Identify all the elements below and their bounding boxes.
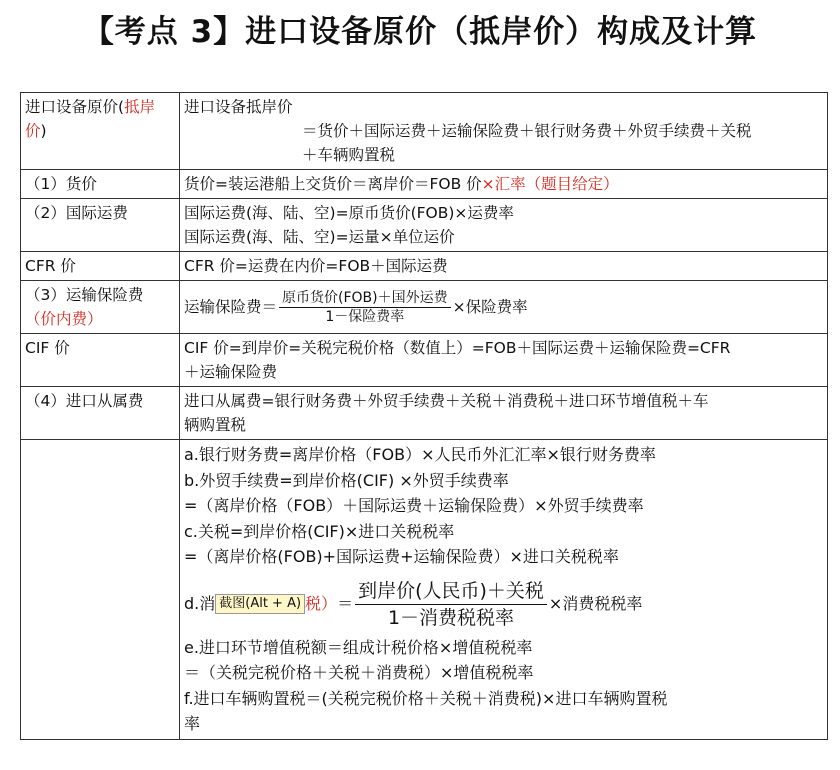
table-row xyxy=(21,387,828,440)
table-row xyxy=(21,252,828,281)
row-label: （4）进口从属费 xyxy=(21,387,180,440)
consumption-fraction: $\frac{\text{到岸价(人民币)＋关税}}{\text{1－消费税税率}}$ xyxy=(355,578,547,631)
details-content: a.银行财务费=离岸价格（FOB）×人民币外汇汇率×银行财务费率 b.外贸手续费=到岸价格(CIF) ×外贸手续费率 =（离岸价格（FOB）＋国际运费＋运输保险费）×外贸手续费率 c.关税=到岸价格(CIF)×进口关税税率 =（离岸价格(FOB)+国际运费+运输保险费）×进口关税税率 d.消 截图(Alt + A) 税）＝ $\frac{\text{到岸价(人民币)＋关税}}{\text{1－消费税税率}}$ ×消费税税率 e.进口环节增值税额＝组成计税价格×增值税税率 ＝（关税完税价格＋关税＋消费税）×增值税税率 f.进口车辆购置税＝(关税完税价格＋关税＋消费税)×进口车辆购置税 率 xyxy=(180,440,828,740)
table-row xyxy=(21,281,828,334)
row-content: 国际运费(海、陆、空)=原币货价(FOB)×运费率 国际运费(海、陆、空)=运量×单位运价 xyxy=(180,199,828,252)
row-label: CIF 价 xyxy=(21,334,180,387)
cost-table xyxy=(20,92,828,740)
row-content: 货价=装运港船上交货价＝离岸价＝FOB 价×汇率（题目给定） xyxy=(180,170,828,199)
row-content: 进口从属费=银行财务费＋外贸手续费＋关税＋消费税＋进口环节增值税＋车 辆购置税 xyxy=(180,387,828,440)
row-label: CFR 价 xyxy=(21,252,180,281)
page-title: 【考点 3】进口设备原价（抵岸价）构成及计算 xyxy=(82,14,758,50)
table-row xyxy=(21,93,828,170)
row-label: （3）运输保险费 （价内费） xyxy=(21,281,180,334)
row-label xyxy=(21,440,180,740)
table-row xyxy=(21,199,828,252)
row-content: CIF 价=到岸价=关税完税价格（数值上）=FOB＋国际运费＋运输保险费=CFR ＋运输保险费 xyxy=(180,334,828,387)
row-content: 运输保险费＝ $\frac{\text{原币货价(FOB)＋国外运费}}{\text{1－保险费率}}$ ×保险费率 xyxy=(180,281,828,334)
insurance-fraction: $\frac{\text{原币货价(FOB)＋国外运费}}{\text{1－保险费率}}$ xyxy=(279,289,451,326)
consumption-tax-formula: d.消 截图(Alt + A) 税）＝ $\frac{\text{到岸价(人民币)＋关税}}{\text{1－消费税税率}}$ ×消费税税率 xyxy=(184,579,643,629)
screenshot-tooltip[interactable]: 截图(Alt + A) xyxy=(215,594,305,614)
table-row xyxy=(21,334,828,387)
row-label: 进口设备原价(抵岸价) xyxy=(21,93,180,170)
table-row xyxy=(21,170,828,199)
row-label: （2）国际运费 xyxy=(21,199,180,252)
table-row xyxy=(21,440,828,740)
row-label: （1）货价 xyxy=(21,170,180,199)
row-content: CFR 价=运费在内价=FOB＋国际运费 xyxy=(180,252,828,281)
row-content: 进口设备抵岸价 ＝货价＋国际运费＋运输保险费＋银行财务费＋外贸手续费＋关税 ＋车辆购置税 xyxy=(180,93,828,170)
